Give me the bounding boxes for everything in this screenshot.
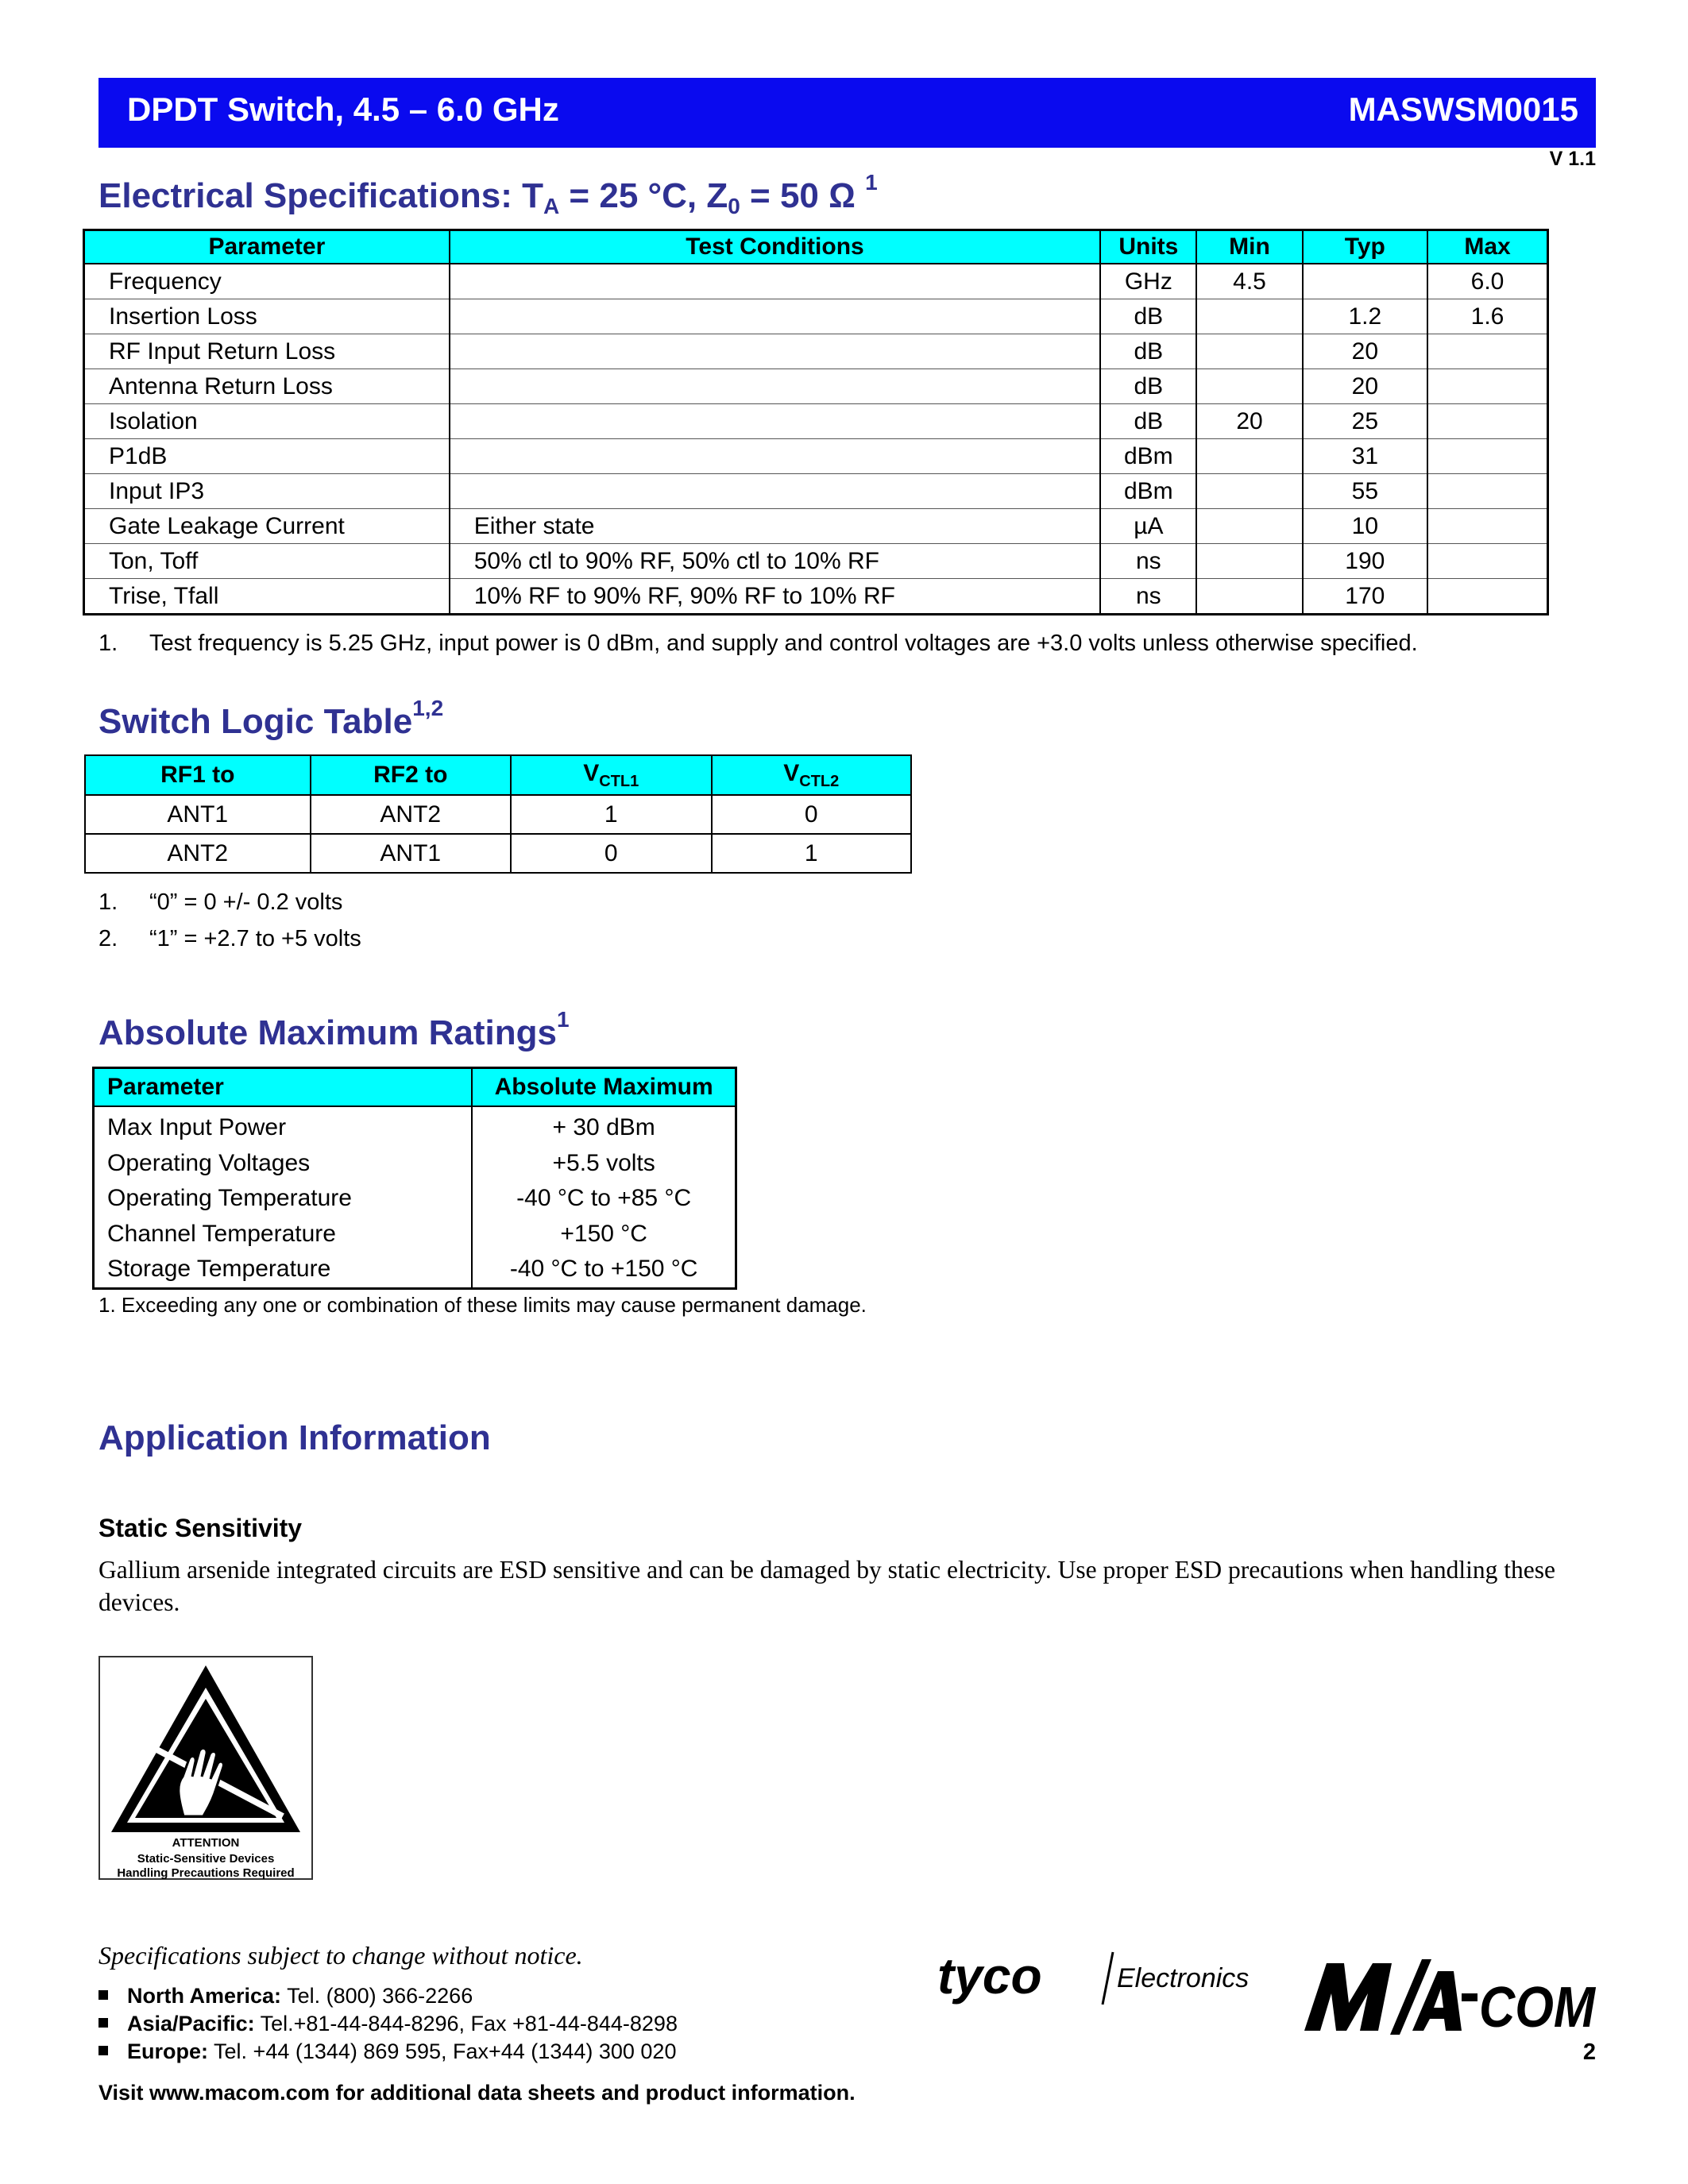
- col-header: Parameter: [94, 1068, 473, 1107]
- absmax-footnote: 1. Exceeding any one or combination of these limits may cause permanent damage.: [98, 1293, 867, 1317]
- cell-parameter: Input IP3: [84, 474, 450, 509]
- col-header: RF1 to: [85, 755, 311, 795]
- col-header: Units: [1100, 230, 1196, 264]
- cell-units: GHz: [1100, 264, 1196, 299]
- cell-typ: 170: [1303, 579, 1427, 615]
- cell-units: ns: [1100, 579, 1196, 615]
- table-row: [84, 439, 1548, 474]
- cell-typ: 10: [1303, 509, 1427, 544]
- cell-max: [1427, 509, 1547, 544]
- cell-conditions: [450, 439, 1101, 474]
- col-header: $V_{CTL2}$: [712, 755, 912, 795]
- cell-parameter: Trise, Tfall: [84, 579, 450, 615]
- cell-conditions: Either state: [450, 509, 1101, 544]
- cell-rf2: ANT2: [311, 795, 511, 834]
- part-number: MASWSM0015: [1348, 91, 1578, 128]
- cell-value: + 30 dBm: [472, 1106, 736, 1146]
- col-header: Max: [1427, 230, 1547, 264]
- col-header: RF2 to: [311, 755, 511, 795]
- cell-max: [1427, 404, 1547, 439]
- cell-min: [1196, 509, 1302, 544]
- cell-parameter: Frequency: [84, 264, 450, 299]
- table-row: [84, 299, 1548, 334]
- cell-min: [1196, 299, 1302, 334]
- table-row: [84, 404, 1548, 439]
- col-header: Typ: [1303, 230, 1427, 264]
- table-row: [94, 1217, 736, 1252]
- esd-label-handling: Handling Precautions Required: [117, 1866, 295, 1880]
- cell-rf1: ANT2: [85, 834, 311, 873]
- macom-logo: [1303, 1955, 1597, 2043]
- macom-wordmark-text: M/A-COM: [1303, 1955, 1307, 1956]
- cell-max: 6.0: [1427, 264, 1547, 299]
- version-label: V 1.1: [1549, 148, 1596, 170]
- cell-parameter: Gate Leakage Current: [84, 509, 450, 544]
- logic-note-1: 1. “0” = 0 +/- 0.2 volts: [98, 889, 343, 915]
- application-title: Application Information: [98, 1418, 491, 1457]
- table-row: [84, 544, 1548, 579]
- col-header: Absolute Maximum: [472, 1068, 736, 1107]
- cell-parameter: Ton, Toff: [84, 544, 450, 579]
- cell-typ: 20: [1303, 369, 1427, 404]
- contact-asia-pacific: Asia/Pacific: Tel.+81-44-844-8296, Fax +81-44-844-8298: [98, 2012, 678, 2036]
- col-header: Parameter: [84, 230, 450, 264]
- static-sensitivity-heading: Static Sensitivity: [98, 1514, 303, 1542]
- electrical-specs-title: Electrical Specifications: $T_A = 25$ °C, $Z_0 = 50$ Ω $^1$: [98, 170, 878, 218]
- cell-min: [1196, 544, 1302, 579]
- cell-conditions: [450, 334, 1101, 369]
- electrical-specs-table: [83, 229, 1549, 615]
- cell-conditions: [450, 264, 1101, 299]
- visit-website-text: Visit www.macom.com for additional data sheets and product information.: [98, 2081, 856, 2105]
- contact-north-america: North America: Tel. (800) 366-2266: [98, 1984, 473, 2008]
- cell-typ: 55: [1303, 474, 1427, 509]
- absmax-table: [92, 1067, 737, 1290]
- cell-min: [1196, 579, 1302, 615]
- col-header: Test Conditions: [450, 230, 1101, 264]
- cell-units: dB: [1100, 299, 1196, 334]
- table-row: [84, 509, 1548, 544]
- table-header-row: [85, 755, 911, 795]
- cell-parameter: Antenna Return Loss: [84, 369, 450, 404]
- table-row: [84, 334, 1548, 369]
- cell-v2: 1: [712, 834, 912, 873]
- cell-typ: 25: [1303, 404, 1427, 439]
- electronics-wordmark: Electronics: [1117, 1963, 1250, 1993]
- cell-max: [1427, 439, 1547, 474]
- table-row: [84, 264, 1548, 299]
- cell-units: ns: [1100, 544, 1196, 579]
- cell-value: -40 °C to +85 °C: [472, 1181, 736, 1217]
- svg-text:COM: COM: [1479, 1976, 1597, 2039]
- cell-min: 4.5: [1196, 264, 1302, 299]
- cell-typ: 31: [1303, 439, 1427, 474]
- contact-europe: Europe: Tel. +44 (1344) 869 595, Fax+44 (1344) 300 020: [98, 2039, 676, 2064]
- table-header-row: [84, 230, 1548, 264]
- table-row: [85, 834, 911, 873]
- switch-logic-table: [84, 754, 912, 874]
- col-header: Min: [1196, 230, 1302, 264]
- cell-max: [1427, 334, 1547, 369]
- cell-parameter: Channel Temperature: [94, 1217, 473, 1252]
- cell-conditions: [450, 369, 1101, 404]
- cell-min: [1196, 334, 1302, 369]
- cell-v2: 0: [712, 795, 912, 834]
- table-row: [84, 474, 1548, 509]
- table-row: [94, 1146, 736, 1182]
- cell-units: dBm: [1100, 474, 1196, 509]
- col-header: $V_{CTL1}$: [511, 755, 711, 795]
- document-title: DPDT Switch, 4.5 – 6.0 GHz: [127, 91, 559, 128]
- table-row: [84, 579, 1548, 615]
- absmax-title: Absolute Maximum Ratings$^1$: [98, 1007, 570, 1052]
- cell-parameter: Insertion Loss: [84, 299, 450, 334]
- cell-units: dBm: [1100, 439, 1196, 474]
- cell-max: [1427, 369, 1547, 404]
- cell-parameter: Isolation: [84, 404, 450, 439]
- cell-value: -40 °C to +150 °C: [472, 1252, 736, 1288]
- cell-parameter: RF Input Return Loss: [84, 334, 450, 369]
- table-header-row: [94, 1068, 736, 1107]
- cell-units: µA: [1100, 509, 1196, 544]
- cell-conditions: [450, 299, 1101, 334]
- cell-conditions: [450, 404, 1101, 439]
- cell-units: dB: [1100, 404, 1196, 439]
- cell-min: [1196, 369, 1302, 404]
- table-row: [84, 369, 1548, 404]
- cell-typ: 1.2: [1303, 299, 1427, 334]
- cell-parameter: Operating Temperature: [94, 1181, 473, 1217]
- cell-typ: 20: [1303, 334, 1427, 369]
- cell-min: 20: [1196, 404, 1302, 439]
- cell-units: dB: [1100, 369, 1196, 404]
- cell-parameter: Operating Voltages: [94, 1146, 473, 1182]
- cell-conditions: 10% RF to 90% RF, 90% RF to 10% RF: [450, 579, 1101, 615]
- cell-typ: 190: [1303, 544, 1427, 579]
- esd-label-devices: Static-Sensitive Devices: [137, 1852, 275, 1866]
- esd-hand-icon: [100, 1657, 311, 1836]
- cell-rf2: ANT1: [311, 834, 511, 873]
- cell-units: dB: [1100, 334, 1196, 369]
- bullet-icon: [98, 2046, 108, 2055]
- cell-min: [1196, 474, 1302, 509]
- bullet-icon: [98, 1990, 108, 2000]
- static-sensitivity-text: Gallium arsenide integrated circuits are ESD sensitive and can be damaged by static electricity. Use proper ESD precautions when handling these devices.: [98, 1556, 1555, 1616]
- cell-value: +150 °C: [472, 1217, 736, 1252]
- page-number: 2: [1582, 2039, 1596, 2065]
- table-row: [94, 1181, 736, 1217]
- cell-max: 1.6: [1427, 299, 1547, 334]
- cell-parameter: Max Input Power: [94, 1106, 473, 1146]
- cell-max: [1427, 544, 1547, 579]
- cell-parameter: Storage Temperature: [94, 1252, 473, 1288]
- cell-max: [1427, 474, 1547, 509]
- switch-logic-title: Switch Logic Table$^{1,2}$: [98, 696, 444, 741]
- electrical-footnote: 1. Test frequency is 5.25 GHz, input power is 0 dBm, and supply and control voltages are +3.0 volts unless otherwise specified.: [98, 631, 1418, 656]
- cell-value: +5.5 volts: [472, 1146, 736, 1182]
- cell-typ: [1303, 264, 1427, 299]
- logic-note-2: 2. “1” = +2.7 to +5 volts: [98, 926, 361, 951]
- cell-rf1: ANT1: [85, 795, 311, 834]
- disclaimer: Specifications subject to change without notice.: [98, 1941, 583, 1970]
- table-row: [94, 1252, 736, 1288]
- tyco-electronics-logo: [934, 1946, 1268, 2009]
- cell-conditions: 50% ctl to 90% RF, 50% ctl to 10% RF: [450, 544, 1101, 579]
- tyco-wordmark: tyco: [937, 1947, 1042, 2005]
- esd-label-attention: ATTENTION: [172, 1836, 240, 1850]
- cell-max: [1427, 579, 1547, 615]
- cell-v1: 0: [511, 834, 711, 873]
- cell-v1: 1: [511, 795, 711, 834]
- bullet-icon: [98, 2018, 108, 2028]
- header-bar: [98, 78, 1596, 148]
- cell-parameter: P1dB: [84, 439, 450, 474]
- cell-conditions: [450, 474, 1101, 509]
- cell-min: [1196, 439, 1302, 474]
- table-row: [94, 1106, 736, 1146]
- table-row: [85, 795, 911, 834]
- esd-warning-label: [98, 1656, 313, 1880]
